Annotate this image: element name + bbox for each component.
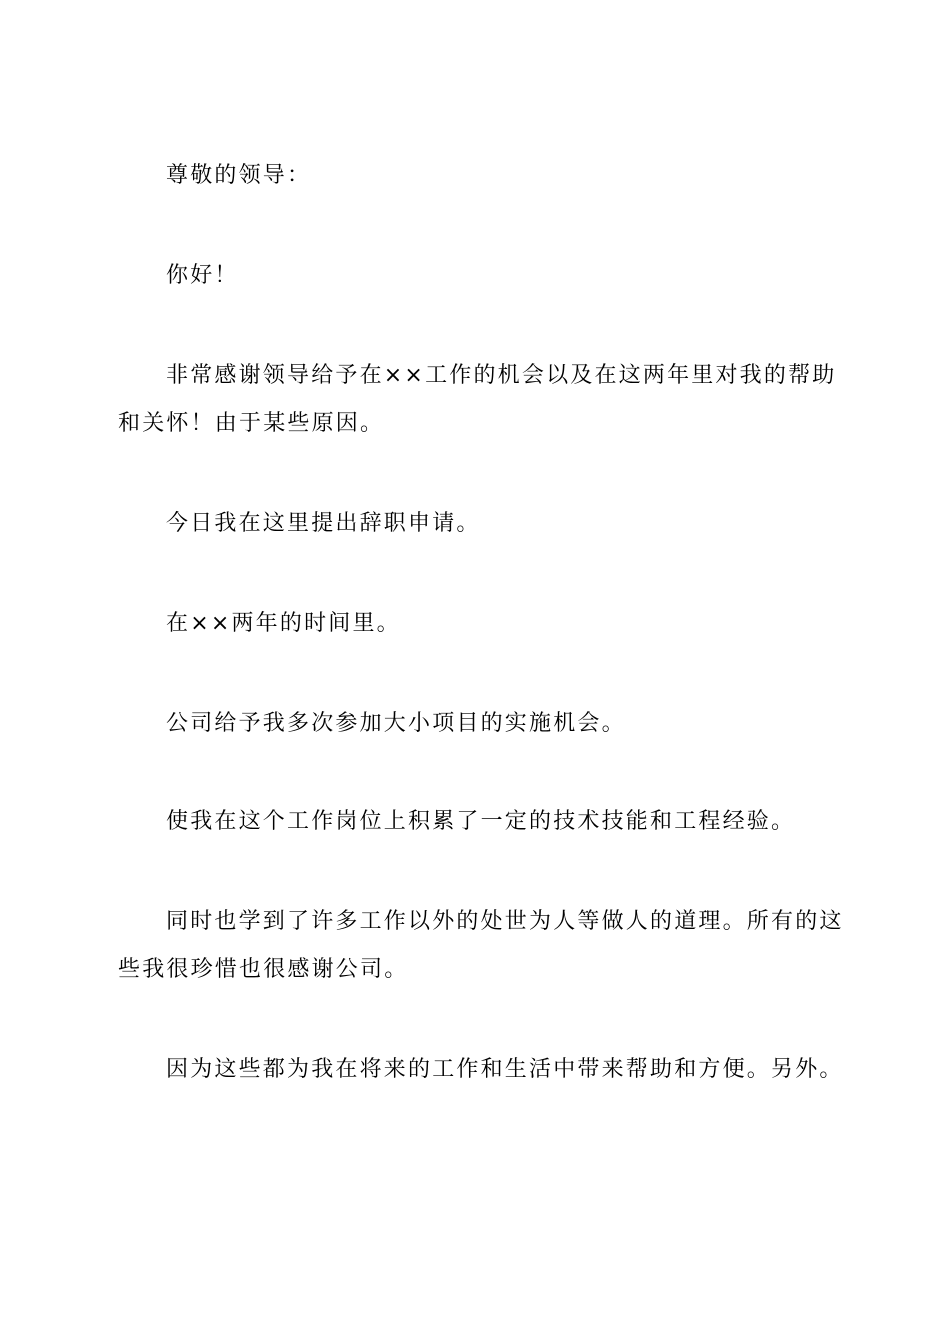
paragraph-projects: 公司给予我多次参加大小项目的实施机会。 [166, 711, 626, 736]
greeting: 你好！ [166, 263, 239, 288]
salutation: 尊敬的领导： [166, 163, 312, 188]
paragraph-two-years: 在××两年的时间里。 [166, 611, 401, 636]
paragraph-experience: 使我在这个工作岗位上积累了一定的技术技能和工程经验。 [166, 809, 796, 834]
paragraph-future: 因为这些都为我在将来的工作和生活中带来帮助和方便。另外。 [166, 1057, 844, 1082]
paragraph-thanks: 非常感谢领导给予在××工作的机会以及在这两年里对我的帮助和关怀！由于某些原因。 [118, 363, 837, 436]
paragraph-resignation: 今日我在这里提出辞职申请。 [166, 511, 481, 536]
paragraph-learning: 同时也学到了许多工作以外的处世为人等做人的道理。所有的这些我很珍惜也很感谢公司。 [118, 909, 844, 982]
